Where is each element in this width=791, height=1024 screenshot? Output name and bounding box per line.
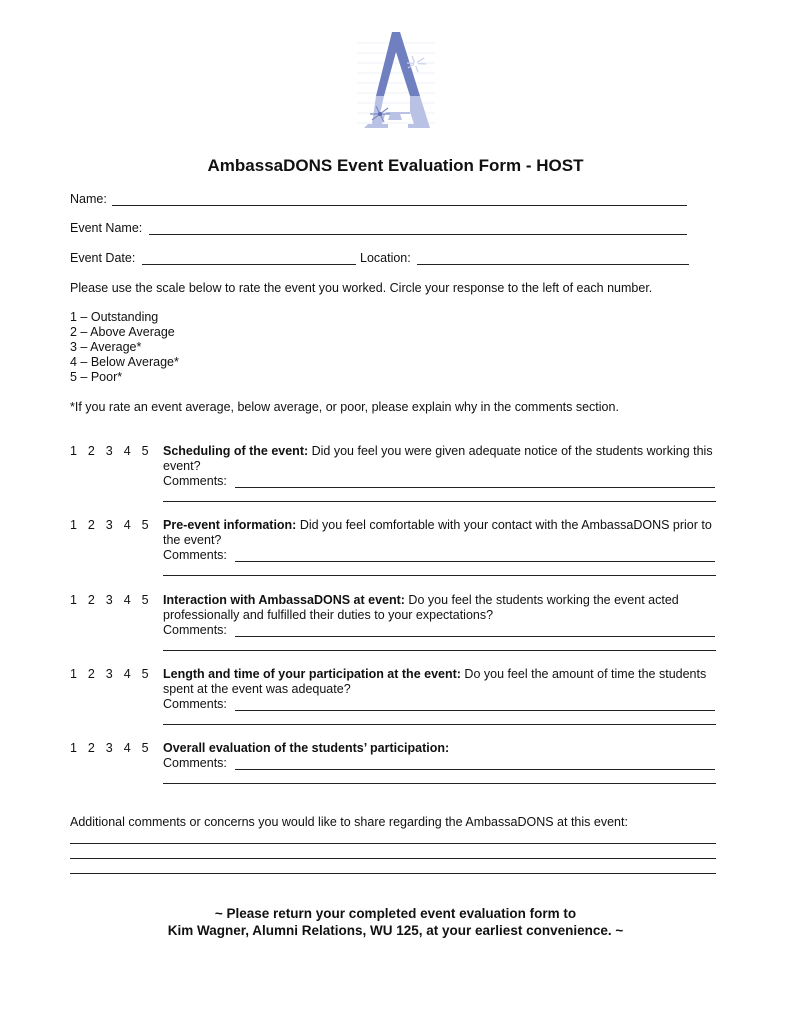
event-name-field[interactable] <box>149 234 687 235</box>
question-body: Did you feel comfortable with your contact with the AmbassaDONS prior to the event? <box>163 518 712 547</box>
scale-item: 4 – Below Average* <box>70 355 179 369</box>
comments-field[interactable] <box>235 710 715 711</box>
comments-field[interactable] <box>235 487 715 488</box>
scale-item: 5 – Poor* <box>70 370 123 384</box>
return-instructions-line-1: ~ Please return your completed event evaluation form to <box>214 906 577 921</box>
question-text <box>163 667 723 697</box>
comments-field[interactable] <box>235 636 715 637</box>
comments-field-line-2[interactable] <box>163 650 716 651</box>
logo-letter-a-icon <box>352 28 440 138</box>
question-body: Do you feel the amount of time the students spent at the event was adequate? <box>163 667 707 696</box>
question-body: Do you feel the students working the event acted professionally and fulfilled their duties to your expectations? <box>163 593 679 622</box>
comments-label: Comments: <box>163 697 227 711</box>
comments-field[interactable] <box>235 561 715 562</box>
additional-comments-line-3[interactable] <box>70 873 716 874</box>
instructions-text: Please use the scale below to rate the event you worked. Circle your response to the left of each number. <box>70 281 653 295</box>
comments-label: Comments: <box>163 756 227 770</box>
name-label: Name: <box>70 192 107 206</box>
question-text <box>163 518 723 548</box>
rating-options[interactable]: 1 2 3 4 5 <box>70 667 149 681</box>
scale-item: 2 – Above Average <box>70 325 175 339</box>
scale-item: 1 – Outstanding <box>70 310 159 324</box>
scale-note: *If you rate an event average, below average, or poor, please explain why in the comments section. <box>70 400 619 414</box>
comments-label: Comments: <box>163 548 227 562</box>
question-heading: Overall evaluation of the students’ participation: <box>163 741 450 755</box>
scale-item: 3 – Average* <box>70 340 142 354</box>
event-date-field[interactable] <box>142 264 356 265</box>
comments-field[interactable] <box>235 769 715 770</box>
additional-comments-line-1[interactable] <box>70 843 716 844</box>
rating-options[interactable]: 1 2 3 4 5 <box>70 444 149 458</box>
form-title: AmbassaDONS Event Evaluation Form - HOST <box>207 156 584 175</box>
ambassadons-logo <box>352 28 440 138</box>
rating-options[interactable]: 1 2 3 4 5 <box>70 593 149 607</box>
comments-field-line-2[interactable] <box>163 501 716 502</box>
question-heading: Length and time of your participation at the event: <box>163 667 461 681</box>
question-heading: Interaction with AmbassaDONS at event: <box>163 593 405 607</box>
event-name-label: Event Name: <box>70 221 143 235</box>
rating-options[interactable]: 1 2 3 4 5 <box>70 518 149 532</box>
additional-comments-line-2[interactable] <box>70 858 716 859</box>
additional-comments-label: Additional comments or concerns you would like to share regarding the AmbassaDONS at this event: <box>70 815 628 829</box>
event-date-label: Event Date: <box>70 251 136 265</box>
comments-field-line-2[interactable] <box>163 724 716 725</box>
question-text <box>163 593 723 623</box>
name-field[interactable] <box>112 205 687 206</box>
question-text <box>163 444 723 474</box>
comments-label: Comments: <box>163 623 227 637</box>
return-instructions-line-2: Kim Wagner, Alumni Relations, WU 125, at your earliest convenience. ~ <box>167 923 624 938</box>
question-body: Did you feel you were given adequate notice of the students working this event? <box>163 444 713 473</box>
comments-field-line-2[interactable] <box>163 783 716 784</box>
comments-label: Comments: <box>163 474 227 488</box>
comments-field-line-2[interactable] <box>163 575 716 576</box>
rating-options[interactable]: 1 2 3 4 5 <box>70 741 149 755</box>
question-heading: Scheduling of the event: <box>163 444 309 458</box>
location-label: Location: <box>360 251 411 265</box>
rating-scale-list <box>70 310 179 385</box>
question-text <box>163 741 723 756</box>
question-heading: Pre-event information: <box>163 518 297 532</box>
location-field[interactable] <box>417 264 689 265</box>
